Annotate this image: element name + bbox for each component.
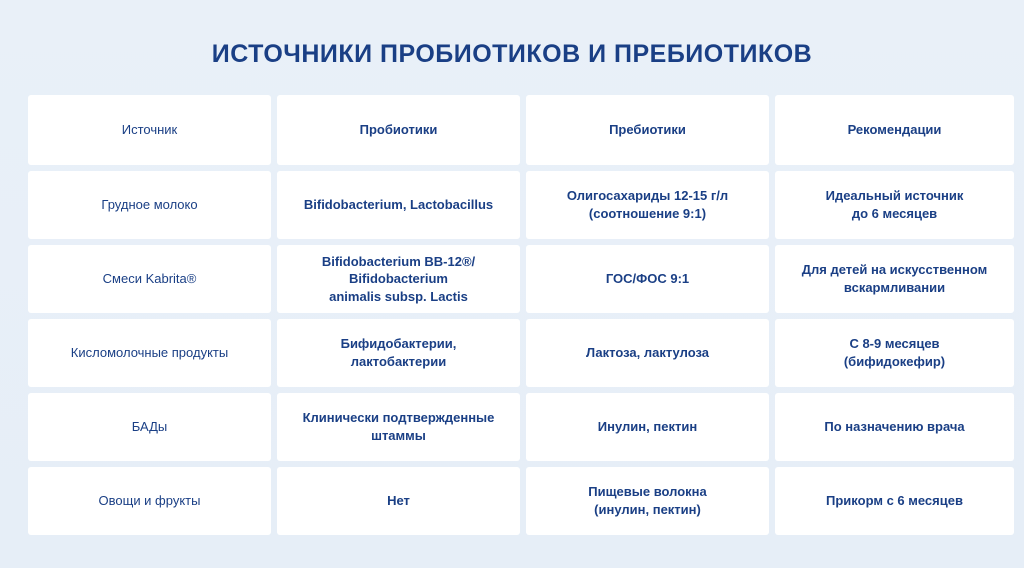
table-row [28,467,996,535]
cell-probiotics-line1: Клинически подтвержденные [302,410,495,426]
table-row [28,245,996,313]
cell-source: Кисломолочные продукты [28,319,271,387]
cell-prebiotics [526,171,769,239]
cell-probiotics: Bifidobacterium, Lactobacillus [277,171,520,239]
cell-probiotics-line2: Bifidobacterium [349,271,448,287]
cell-recommendations-line2: до 6 месяцев [851,206,938,221]
cell-source: Грудное молоко [28,171,271,239]
cell-probiotics [277,319,520,387]
cell-prebiotics-line1: Олигосахариды 12-15 г/л [566,188,729,204]
cell-probiotics-line3: animalis subsp. Lactis [329,288,468,304]
cell-recommendations-line2: (бифидокефир) [843,354,946,369]
cell-recommendations: Прикорм с 6 месяцев [775,467,1014,535]
cell-recommendations-line2: вскармливании [843,280,946,295]
cell-prebiotics: Инулин, пектин [526,393,769,461]
cell-prebiotics-line2: (инулин, пектин) [594,502,701,517]
cell-prebiotics [526,467,769,535]
table-row [28,319,996,387]
cell-probiotics-line2: штаммы [371,428,426,443]
cell-recommendations [775,245,1014,313]
cell-recommendations [775,319,1014,387]
cell-probiotics [277,393,520,461]
cell-source: Овощи и фрукты [28,467,271,535]
sources-table [28,95,996,535]
cell-probiotics-line2: лактобактерии [350,354,447,369]
cell-prebiotics: ГОС/ФОС 9:1 [526,245,769,313]
cell-source: БАДы [28,393,271,461]
cell-recommendations-line1: Для детей на искусственном [801,262,988,278]
cell-recommendations [775,171,1014,239]
column-header-recommendations: Рекомендации [775,95,1014,165]
cell-prebiotics-line2: (соотношение 9:1) [588,206,707,221]
cell-probiotics [277,245,520,313]
cell-prebiotics-line1: Пищевые волокна [588,484,707,500]
cell-source: Смеси Kabrita® [28,245,271,313]
cell-prebiotics: Лактоза, лактулоза [526,319,769,387]
column-header-probiotics: Пробиотики [277,95,520,165]
cell-probiotics-line1: Бифидобактерии, [340,336,457,352]
table-row [28,393,996,461]
cell-recommendations-line1: С 8-9 месяцев [849,336,940,352]
table-row [28,171,996,239]
cell-probiotics: Нет [277,467,520,535]
column-header-source: Источник [28,95,271,165]
cell-probiotics-line1: Bifidobacterium BB-12®/ [321,253,476,269]
table-header-row [28,95,996,165]
cell-recommendations: По назначению врача [775,393,1014,461]
column-header-prebiotics: Пребиотики [526,95,769,165]
cell-recommendations-line1: Идеальный источник [825,188,964,204]
page-title: ИСТОЧНИКИ ПРОБИОТИКОВ И ПРЕБИОТИКОВ [211,40,813,68]
